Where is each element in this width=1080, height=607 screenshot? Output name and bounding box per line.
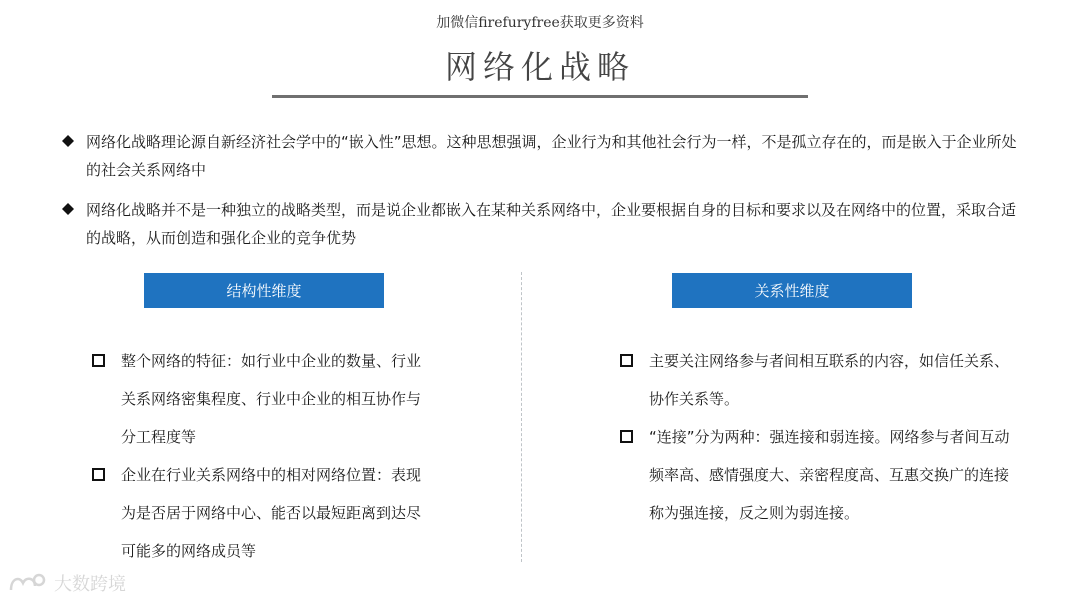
structural-dimension-heading: 结构性维度 — [144, 273, 384, 308]
diamond-bullet-icon — [62, 203, 74, 215]
title-underline — [272, 95, 808, 98]
list-item — [92, 456, 432, 570]
list-item-text: 整个网络的特征：如行业中企业的数量、行业关系网络密集程度、行业中企业的相互协作与分工程度等 — [121, 352, 422, 446]
structural-dimension-list — [92, 342, 432, 570]
square-bullet-icon — [620, 430, 633, 443]
list-item-text: 企业在行业关系网络中的相对网络位置：表现为是否居于网络中心、能否以最短距离到达尽可能多的网络成员等 — [121, 466, 422, 560]
top-note: 加微信firefuryfree获取更多资料 — [436, 15, 644, 31]
list-item — [620, 342, 1010, 418]
relational-dimension-list — [620, 342, 1010, 532]
list-item-text: 主要关注网络参与者间相互联系的内容，如信任关系、协作关系等。 — [649, 352, 1010, 408]
column-divider — [521, 272, 522, 562]
watermark-text: 大数跨境 — [54, 574, 126, 595]
diamond-bullet-icon — [62, 135, 74, 147]
slide-title: 网络化战略 — [444, 48, 635, 86]
list-item-text: “连接”分为两种：强连接和弱连接。网络参与者间互动频率高、感情强度大、亲密程度高、互惠交换广的连接称为强连接，反之则为弱连接。 — [649, 428, 1010, 522]
list-item — [620, 418, 1010, 532]
intro-bullet — [62, 128, 1022, 184]
square-bullet-icon — [92, 354, 105, 367]
intro-bullet-text: 网络化战略理论源自新经济社会学中的“嵌入性”思想。这种思想强调，企业行为和其他社会行为一样，不是孤立存在的，而是嵌入于企业所处的社会关系网络中 — [86, 133, 1017, 179]
relational-dimension-heading: 关系性维度 — [672, 273, 912, 308]
square-bullet-icon — [620, 354, 633, 367]
intro-bullets — [62, 128, 1022, 264]
watermark — [8, 570, 126, 596]
intro-bullet — [62, 196, 1022, 252]
intro-bullet-text: 网络化战略并不是一种独立的战略类型，而是说企业都嵌入在某种关系网络中，企业要根据自身的目标和要求以及在网络中的位置，采取合适的战略，从而创造和强化企业的竞争优势 — [86, 201, 1017, 247]
watermark-logo-icon — [8, 572, 48, 594]
square-bullet-icon — [92, 468, 105, 481]
list-item — [92, 342, 432, 456]
